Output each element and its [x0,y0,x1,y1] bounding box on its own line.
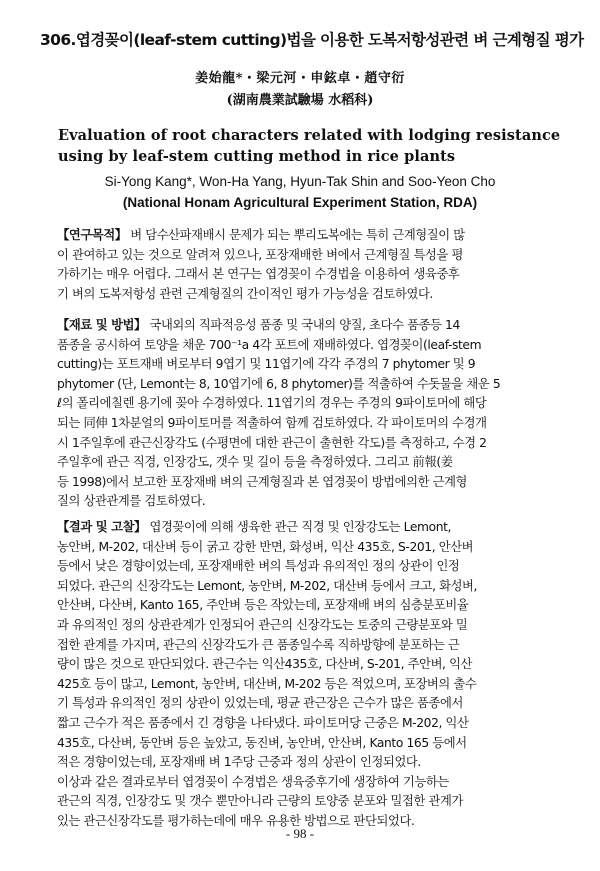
body-line: 435호, 다산벼, 동안벼 등은 높았고, 동진벼, 농안벼, 안산벼, Kanto 165 등에서 [57,735,467,750]
body-line: 질의 상관관계를 검토하였다. [57,494,206,509]
section-text: 벼 담수산파재배시 문제가 되는 뿌리도복에는 특히 근계형질이 많 [126,228,465,242]
section-results [57,518,569,832]
body-line: 짧고 근수가 적은 품종에서 긴 경향을 나타냈다. 파이토머당 근중은 M-202, 익산 [57,715,469,730]
body-line: 등에서 낮은 경향이었는데, 포장재배한 벼의 특성과 유의적인 정의 상관이 인정 [57,559,460,574]
body-line: 농안벼, M-202, 대산벼 등이 굵고 강한 반면, 화성벼, 익산 435호, S-201, 안산벼 [57,539,474,554]
section-heading: 【연구목적】 [57,228,127,242]
body-line: 425호 등이 많고, Lemont, 농안벼, 대산벼, M-202 등은 적었으며, 포장벼의 출수 [57,676,477,691]
body-line: 기 특성과 유의적인 정의 상관이 있었는데, 평균 관근장은 근수가 많은 품종에서 [57,696,463,711]
section-first-line [57,518,569,538]
section-text: 국내외의 직파적응성 품종 및 국내의 양질, 초다수 품종등 14 [145,318,460,332]
body-line: 이 관여하고 있는 것으로 알려져 있으나, 포장재배한 벼에서 근계형질 특성을 평 [57,247,463,262]
section-first-line [57,226,569,246]
section-objective [57,226,569,304]
body-line: 안산벼, 다산벼, Kanto 165, 주안벼 등은 작았는데, 포장재배 벼의 심층분포비율 [57,598,469,613]
body-line: 접한 관계를 가지며, 관근의 신장각도가 큰 품종일수록 직하방향에 분포하는 근 [57,637,460,652]
body-line: 주일후에 관근 직경, 인장강도, 갯수 및 길이 등을 측정하였다. 그리고 前報(姜 [57,455,453,470]
body-line: 되었다. 관근의 신장각도는 Lemont, 농안벼, M-202, 대산벼 등에서 크고, 화성벼, [57,578,478,593]
section-first-line [57,316,569,336]
page-number: - 98 - [285,826,315,841]
section-heading: 【결과 및 고찰】 [57,520,146,534]
affiliation-english: (National Honam Agricultural Experiment Station, RDA) [122,195,478,210]
body-line: 되는 同伸 1차분얼의 9파이토머를 적출하여 함께 검토하였다. 각 파이토머의 수경개 [57,415,487,430]
authors-korean: 姜始龍*・梁元河・申鉉卓・趙守衍 [195,71,405,86]
paper-title: 306.엽경꽂이(leaf-stem cutting)법을 이용한 도복저항성관련 벼 근계형질 평가 [40,31,584,49]
paper-title-english: Evaluation of root characters related with lodging resistance using by leaf-stem cutting method in rice plants [58,127,561,165]
body-line: 품종을 공시하여 토양을 채운 700⁻¹a 4각 포트에 재배하였다. 엽경꽂이(leaf-stem [57,337,482,352]
section-heading: 【재료 및 방법】 [57,318,146,332]
body-line: cutting)는 포트재배 벼로부터 9엽기 및 11엽기에 각각 주경의 7 phytomer 및 9 [57,357,476,372]
body-line: 이상과 같은 결과로부터 엽경꽂이 수경법은 생육중후기에 생장하여 기능하는 [57,774,449,789]
authors-english: Si-Yong Kang*, Won-Ha Yang, Hyun-Tak Shin and Soo-Yeon Cho [104,174,496,189]
body-line: 가하기는 매우 어렵다. 그래서 본 연구는 엽경꽂이 수경법을 이용하여 생육중후 [57,267,460,282]
body-line: phytomer (단, Lemont는 8, 10엽기에 6, 8 phytomer)를 적출하여 수돗물을 채운 5 [57,376,501,391]
affiliation-korean: (湖南農業試驗場 水稻科) [226,93,374,108]
body-line: 관근의 직경, 인장강도 및 갯수 뿐만아니라 근량의 토양중 분포와 밀접한 관계가 [57,794,463,809]
body-line: 있는 관근신장각도를 평가하는데에 매우 유용한 방법으로 판단되었다. [57,813,415,828]
body-line: 등 1998)에서 보고한 포장재배 벼의 근계형질과 본 엽경꽂이 방법에의한 근계형 [57,474,468,489]
body-line: 과 유의적인 정의 상관관계가 인정되어 관근의 신장각도는 토중의 근량분포와 밀 [57,617,468,632]
body-line: ℓ의 폴리에칠렌 용기에 꽂아 수경하였다. 11엽기의 경우는 주경의 9파이토머에 해당 [57,396,487,411]
body-line: 적은 경향이었는데, 포장재배 벼 1주당 근중과 정의 상관이 인정되었다. [57,755,421,770]
section-text: 엽경꽂이에 의해 생육한 관근 직경 및 인장강도는 Lemont, [145,520,452,534]
body-line: 기 벼의 도복저항성 관련 근계형질의 간이적인 평가 가능성을 검토하였다. [57,286,433,301]
body-line: 량이 많은 것으로 판단되었다. 관근수는 익산435호, 다산벼, S-201, 주안벼, 익산 [57,657,473,672]
section-methods [57,316,569,512]
body-line: 시 1주일후에 관근신장각도 (수평면에 대한 관근이 출현한 각도)를 측정하고, 수경 2 [57,435,487,450]
